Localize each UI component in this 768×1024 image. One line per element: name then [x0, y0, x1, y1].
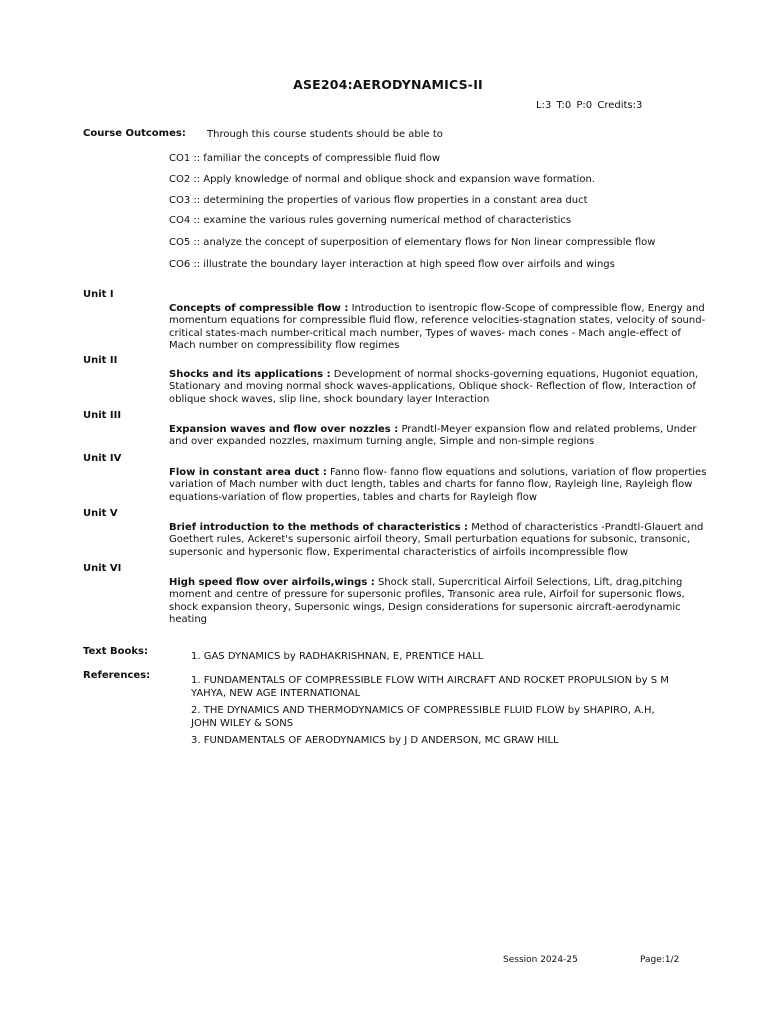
unit-body: Shock stall, Supercritical Airfoil Selections, Lift, drag,pitching moment and centre of pressure for supersonic profiles, Transonic area rule, Airfoil for supersonic flows, shock expansion theory, Supersonic wings, Design considerations for supersonic aircraft-aerodynamic heating	[169, 577, 685, 625]
text-book-item: 1. GAS DYNAMICS by RADHAKRISHNAN, E, PRENTICE HALL	[191, 651, 484, 662]
course-outcomes-intro: Through this course students should be able to	[207, 129, 443, 140]
unit-body: Prandtl-Meyer expansion flow and related problems, Under and over expanded nozzles, maximum turning angle, Simple and non-simple regions	[169, 424, 697, 448]
unit-heading: Shocks and its applications :	[169, 369, 331, 380]
reference-item: 3. FUNDAMENTALS OF AERODYNAMICS by J D ANDERSON, MC GRAW HILL	[191, 735, 559, 746]
session-text: Session 2024-25	[503, 955, 578, 965]
unit-heading: Concepts of compressible flow :	[169, 303, 349, 314]
unit-description	[169, 303, 709, 352]
reference-item: 2. THE DYNAMICS AND THERMODYNAMICS OF COMPRESSIBLE FLUID FLOW by SHAPIRO, A.H, JOHN WILEY & SONS	[191, 705, 655, 729]
unit-heading: Flow in constant area duct :	[169, 467, 327, 478]
unit-label: Unit I	[83, 289, 114, 300]
unit-label: Unit IV	[83, 453, 122, 464]
unit-label: Unit II	[83, 355, 118, 366]
unit-heading: Brief introduction to the methods of characteristics :	[169, 522, 469, 533]
unit-body: Development of normal shocks-governing equations, Hugoniot equation, Stationary and moving normal shock waves-applications, Oblique shock- Reflection of flow, Interaction of oblique shock waves, slip line, shock boundary layer Interaction	[169, 369, 699, 405]
references-label: References:	[83, 670, 151, 681]
unit-heading: Expansion waves and flow over nozzles :	[169, 424, 399, 435]
page-number: Page:1/2	[640, 955, 680, 965]
course-outcomes-label: Course Outcomes:	[83, 128, 186, 139]
course-outcome-item: CO4 :: examine the various rules governing numerical method of characteristics	[169, 215, 572, 226]
course-outcome-item: CO3 :: determining the properties of various flow properties in a constant area duct	[169, 195, 588, 206]
unit-body: Method of characteristics -Prandtl-Glauert and Goethert rules, Ackeret's supersonic airfoil theory, Small perturbation equations for subsonic, transonic, supersonic and hypersonic flow, Experimental characteristics of airfoils incompressible flow	[169, 522, 704, 558]
course-outcome-item: CO6 :: illustrate the boundary layer interaction at high speed flow over airfoils and wings	[169, 259, 615, 270]
course-outcome-item: CO5 :: analyze the concept of superposition of elementary flows for Non linear compressible flow	[169, 237, 656, 248]
text-books-label: Text Books:	[83, 646, 148, 657]
unit-label: Unit III	[83, 410, 122, 421]
unit-description	[169, 522, 709, 559]
course-outcome-item: CO1 :: familiar the concepts of compressible fluid flow	[169, 153, 441, 164]
unit-heading: High speed flow over airfoils,wings :	[169, 577, 375, 588]
unit-body: Introduction to isentropic flow-Scope of compressible flow, Energy and momentum equations for compressible fluid flow, reference velocities-stagnation states, velocity of sound-critical states-mach number-critical mach number, Types of waves- mach cones - Mach angle-effect of Mach number on compressibility flow regimes	[169, 303, 706, 351]
credits-line: L:3 T:0 P:0 Credits:3	[536, 100, 643, 111]
unit-description	[169, 369, 709, 406]
reference-item: 1. FUNDAMENTALS OF COMPRESSIBLE FLOW WITH AIRCRAFT AND ROCKET PROPULSION by S M YAHYA, NEW AGE INTERNATIONAL	[191, 675, 669, 699]
unit-label: Unit V	[83, 508, 118, 519]
unit-description	[169, 467, 709, 504]
unit-body: Fanno flow- fanno flow equations and solutions, variation of flow properties variation of Mach number with duct length, tables and charts for fanno flow, Rayleigh line, Rayleigh flow equations-variation of flow properties, tables and charts for Rayleigh flow	[169, 467, 707, 503]
course-outcome-item: CO2 :: Apply knowledge of normal and oblique shock and expansion wave formation.	[169, 174, 595, 185]
unit-description	[169, 424, 709, 449]
unit-label: Unit VI	[83, 563, 122, 574]
unit-description	[169, 577, 709, 626]
page-title: ASE204:AERODYNAMICS-II	[293, 77, 483, 92]
